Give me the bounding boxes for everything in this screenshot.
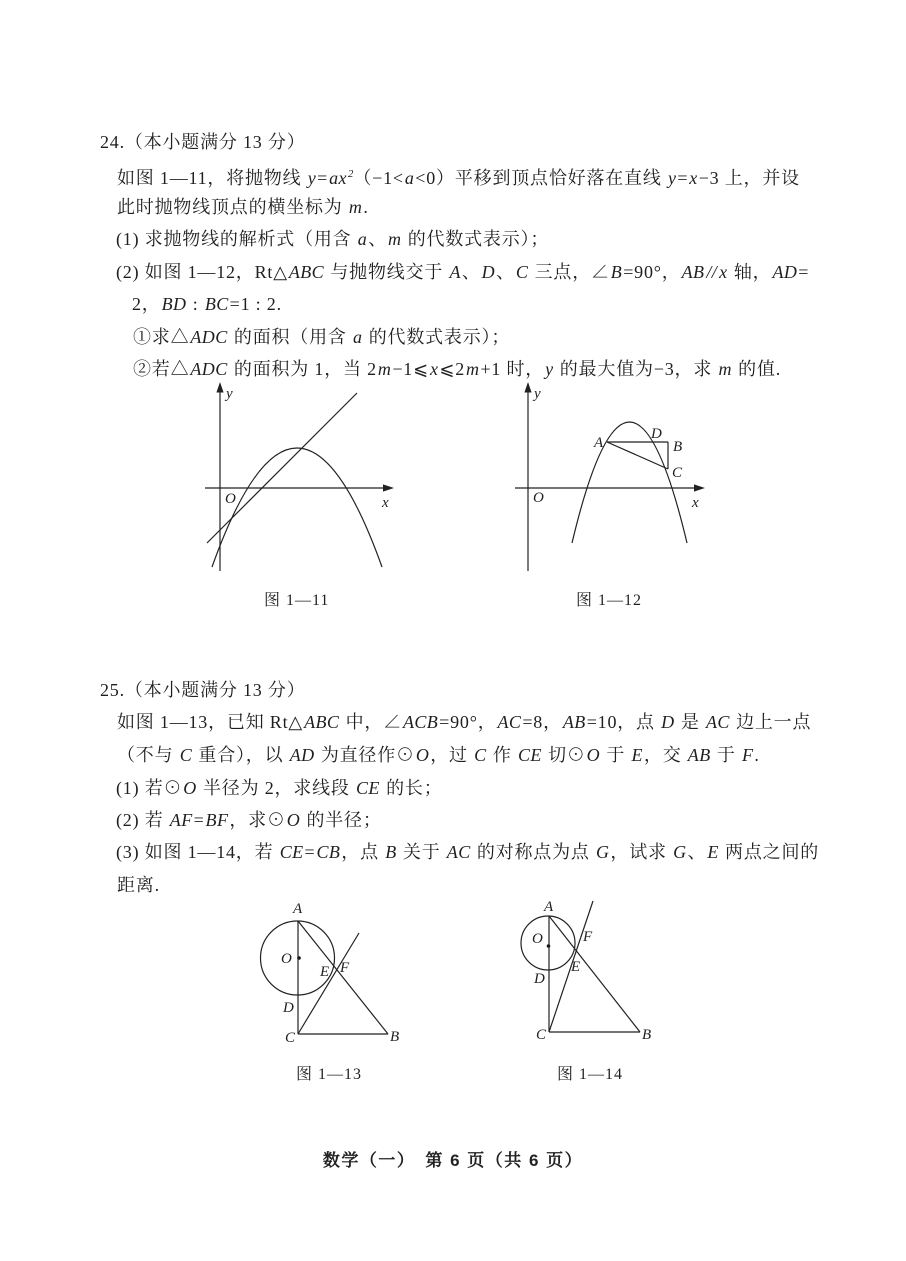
q25-item3-cont: 距离. bbox=[117, 875, 160, 895]
fig13-caption: 图 1—13 bbox=[296, 1066, 363, 1083]
fig12-caption: 图 1—12 bbox=[576, 592, 643, 609]
page-footer: 数学（一） 第 6 页（共 6 页） bbox=[322, 1151, 584, 1170]
fig14-caption: 图 1—14 bbox=[557, 1066, 624, 1083]
q25-header: 25.（本小题满分 13 分） bbox=[100, 680, 306, 700]
q24-header: 24.（本小题满分 13 分） bbox=[100, 132, 306, 152]
fig14-label-A: A bbox=[544, 899, 554, 915]
q24-intro-line1: 如图 1—11，将抛物线 $y=ax^2(-1<a<0)$平移到顶点恰好落在直线 y=x−3 上，并设 bbox=[117, 168, 800, 188]
q25-intro-line1: 如图 1—13，已知 Rt△ABC 中，∠ACB=90°，AC=8，AB=10，点 D 是 AC 边上一点 bbox=[117, 712, 812, 732]
fig12-label-C: C bbox=[672, 465, 683, 481]
q24-item2: (2) 如图 1—12，Rt△ABC 与抛物线交于 A、D、C 三点，∠B=90°，AB // x 轴，AD= bbox=[116, 262, 810, 282]
fig13-label-A: A bbox=[293, 901, 303, 917]
q24-item1: (1) 求抛物线的解析式（用含 a、m 的代数式表示）； bbox=[116, 229, 550, 249]
q25-item1: (1) 若⊙O 半径为 2，求线段 CE 的长； bbox=[116, 778, 443, 798]
fig13-label-F: F bbox=[340, 960, 350, 976]
figure-1-12 bbox=[503, 381, 713, 576]
figure-1-11 bbox=[185, 381, 400, 576]
q25-item2: (2) 若 AF=BF，求⊙O 的半径； bbox=[116, 810, 382, 830]
fig12-segment-AC bbox=[607, 442, 668, 469]
fig11-label-origin: O bbox=[225, 491, 236, 507]
fig14-circle-O bbox=[521, 916, 575, 970]
fig14-label-E: E bbox=[571, 959, 581, 975]
fig12-label-y: y bbox=[534, 386, 541, 402]
q25-intro-line2: （不与 C 重合），以 AD 为直径作⊙O，过 C 作 CE 切⊙O 于 E，交 AB 于 F. bbox=[117, 745, 760, 765]
figure-1-14 bbox=[503, 896, 668, 1056]
fig12-parabola bbox=[572, 422, 687, 543]
fig12-label-B: B bbox=[673, 439, 683, 455]
figure-1-13 bbox=[243, 896, 413, 1056]
fig14-label-O: O bbox=[532, 931, 543, 947]
fig14-label-C: C bbox=[536, 1027, 547, 1043]
fig12-label-origin: O bbox=[533, 490, 544, 506]
q24-intro-line2: 此时抛物线顶点的横坐标为 m. bbox=[117, 197, 369, 217]
fig11-label-y: y bbox=[226, 386, 233, 402]
fig11-x-arrow-icon bbox=[383, 484, 394, 491]
q24-sub1: ①求△ADC 的面积（用含 a 的代数式表示）； bbox=[133, 327, 511, 347]
fig14-label-B: B bbox=[642, 1027, 652, 1043]
fig13-label-O: O bbox=[281, 951, 292, 967]
fig11-y-arrow-icon bbox=[216, 382, 223, 393]
fig11-parabola bbox=[212, 448, 382, 567]
fig13-tangent-CEF bbox=[298, 933, 359, 1034]
fig12-x-arrow-icon bbox=[694, 484, 705, 491]
fig14-label-D: D bbox=[534, 971, 545, 987]
fig13-label-B: B bbox=[390, 1029, 400, 1045]
fig11-label-x: x bbox=[382, 495, 389, 511]
q24-sub2: ②若△ADC 的面积为 1，当 2m−1⩽x⩽2m+1 时，y 的最大值为−3，求 m 的值. bbox=[133, 359, 782, 379]
fig14-label-F: F bbox=[583, 929, 593, 945]
fig12-label-A: A bbox=[594, 435, 604, 451]
fig11-line-y-equals-x-minus-3 bbox=[207, 393, 357, 543]
fig13-segment-AB bbox=[298, 921, 388, 1034]
fig14-segment-AB bbox=[549, 916, 640, 1032]
fig12-label-D: D bbox=[651, 426, 662, 442]
q24-item2-cont: 2，BD : BC=1 : 2. bbox=[132, 294, 282, 314]
fig12-y-arrow-icon bbox=[524, 382, 531, 393]
fig13-label-D: D bbox=[283, 1000, 294, 1016]
fig13-label-C: C bbox=[285, 1030, 296, 1046]
fig13-label-E: E bbox=[320, 964, 330, 980]
fig11-caption: 图 1—11 bbox=[264, 592, 330, 609]
q25-item3: (3) 如图 1—14，若 CE=CB，点 B 关于 AC 的对称点为点 G，试求 G、E 两点之间的 bbox=[116, 842, 820, 862]
fig12-label-x: x bbox=[692, 495, 699, 511]
